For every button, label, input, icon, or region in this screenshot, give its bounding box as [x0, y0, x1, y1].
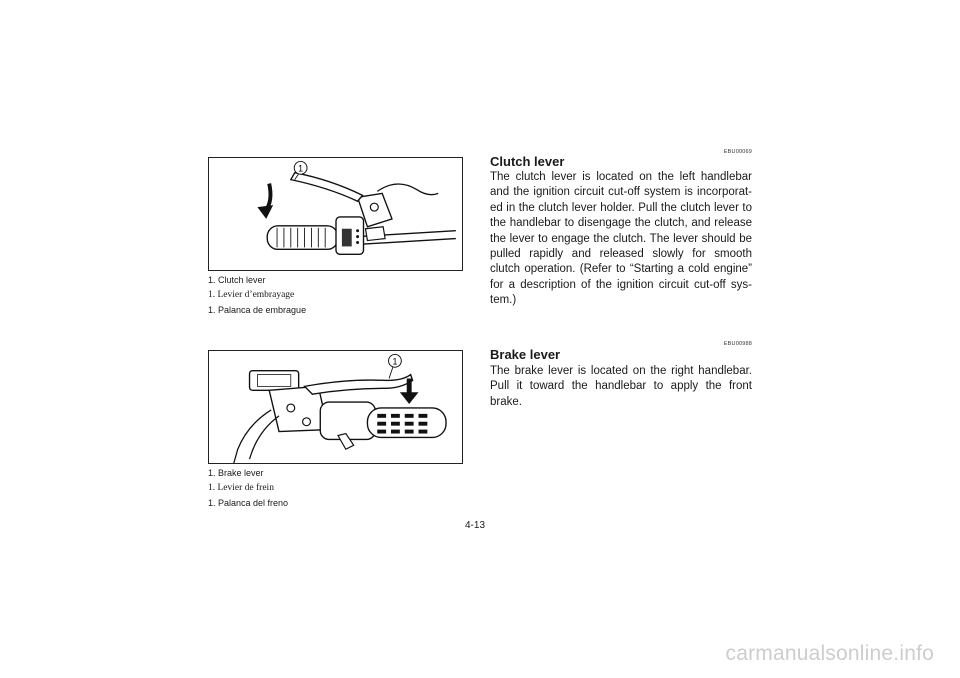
section-code: EBU00069	[723, 149, 752, 155]
brake-lever-figure	[208, 350, 463, 464]
callout-1: 1	[298, 163, 304, 174]
brake-lever-illustration	[209, 351, 462, 463]
clutch-lever-heading: Clutch lever	[490, 154, 565, 169]
caption-fr: 1. Levier de frein	[208, 483, 274, 493]
clutch-lever-illustration	[209, 158, 462, 270]
callout-1: 1	[392, 356, 398, 367]
brake-lever-caption	[208, 466, 288, 511]
watermark: carmanualsonline.info	[725, 642, 934, 665]
caption-es: 1. Palanca del freno	[208, 498, 289, 508]
page-number: 4-13	[465, 520, 486, 531]
clutch-lever-caption	[208, 273, 306, 318]
brake-lever-text: The brake lever is located on the right handlebar. Pull it toward the handlebar to apply the front brake.	[490, 365, 752, 408]
clutch-lever-figure	[208, 157, 463, 271]
brake-lever-heading: Brake lever	[490, 347, 561, 362]
section-code: EBU00988	[723, 341, 752, 347]
caption-fr: 1. Levier d’embrayage	[208, 290, 295, 300]
caption-es: 1. Palanca de embrague	[208, 305, 307, 315]
caption-en: 1. Clutch lever	[208, 275, 266, 285]
caption-en: 1. Brake lever	[208, 468, 264, 478]
clutch-lever-text: The clutch lever is located on the left handlebar and the ignition circuit cut-off system is incorporat-ed in the clutch lever holder. Pull the clutch lever to the handlebar to disengage the clutch, and release the lever to engage the clutch. The lever should be pulled rapidly and released slowly for smooth clutch operation. (Refer to “Starting a cold engine” for a description of the ignition circuit cut-off sys-tem.)	[490, 171, 752, 307]
